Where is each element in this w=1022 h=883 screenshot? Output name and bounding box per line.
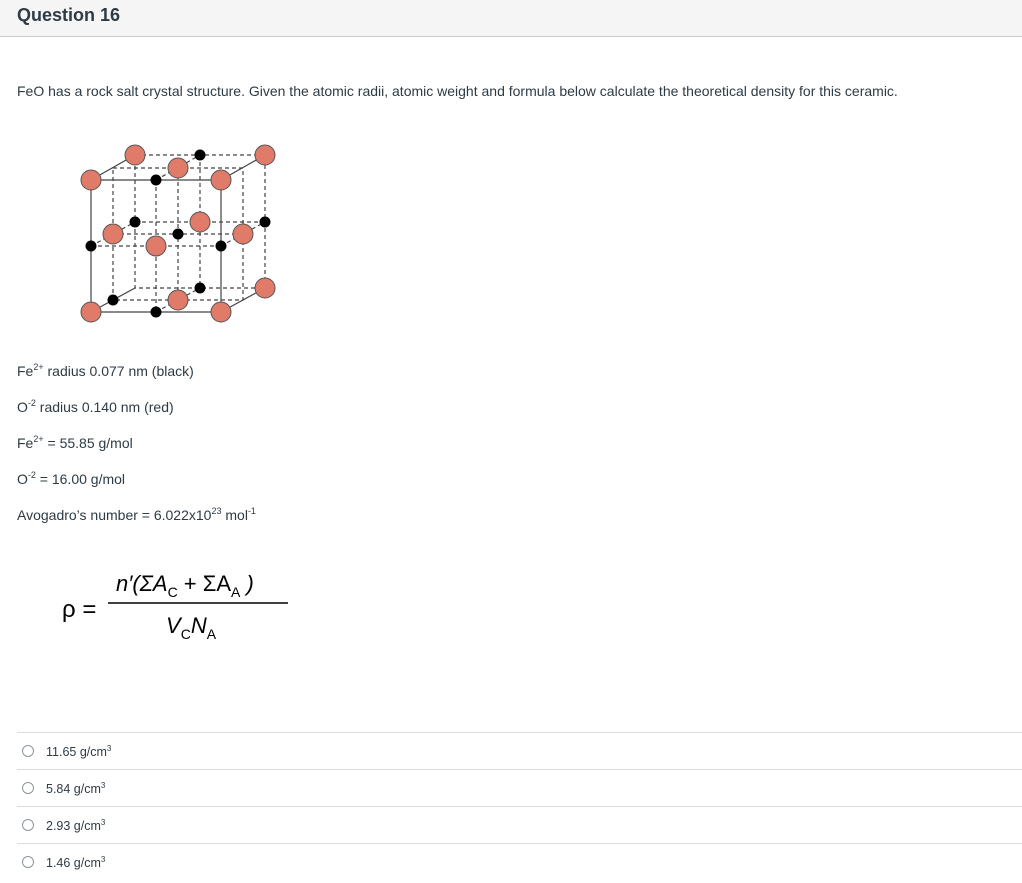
avogadro-number: Avogadro’s number = $6.022x10^{23}$ mol$^{-1}$ bbox=[17, 506, 256, 523]
question-prompt: FeO has a rock salt crystal structure. Given the atomic radii, atomic weight and formula below calculate the theoretical density for this ceramic. bbox=[17, 83, 898, 99]
svg-text:VCNA: $V_CN_A$ bbox=[166, 613, 217, 642]
answer-label: 1.46 $g/cm^3$ bbox=[46, 854, 106, 870]
radio-button[interactable] bbox=[22, 745, 34, 757]
formula-lhs: ρ = bbox=[62, 596, 97, 623]
answer-label: 11.65 $g/cm^3$ bbox=[46, 743, 112, 759]
radio-button[interactable] bbox=[22, 782, 34, 794]
fe-atomic-weight: $Fe^{2+} = 55.85$ g/mol bbox=[17, 434, 133, 451]
radio-button[interactable] bbox=[22, 856, 34, 868]
answer-label: 5.84 $g/cm^3$ bbox=[46, 780, 106, 796]
answer-option[interactable] bbox=[17, 806, 1022, 843]
answer-label: 2.93 $g/cm^3$ bbox=[46, 817, 106, 833]
radio-button[interactable] bbox=[22, 819, 34, 831]
question-title: Question 16 bbox=[17, 5, 121, 25]
density-formula bbox=[60, 560, 300, 650]
answer-list bbox=[17, 732, 1022, 880]
rock-salt-crystal-diagram bbox=[75, 140, 285, 330]
question-header bbox=[0, 0, 1022, 37]
answer-option[interactable] bbox=[17, 843, 1022, 880]
o-atomic-weight: $O^{-2} = 16.00$ g/mol bbox=[17, 470, 126, 487]
svg-text:n′(ΣAC + ΣAA ): $n'(\Sigma A_C + \Sigma A_A$ ) bbox=[116, 571, 254, 600]
answer-option[interactable] bbox=[17, 732, 1022, 769]
o-radius: $O^{-2}$ radius 0.140 nm (red) bbox=[17, 398, 174, 415]
answer-option[interactable] bbox=[17, 769, 1022, 806]
fe-radius: $Fe^{2+}$ radius 0.077 nm (black) bbox=[17, 362, 194, 379]
